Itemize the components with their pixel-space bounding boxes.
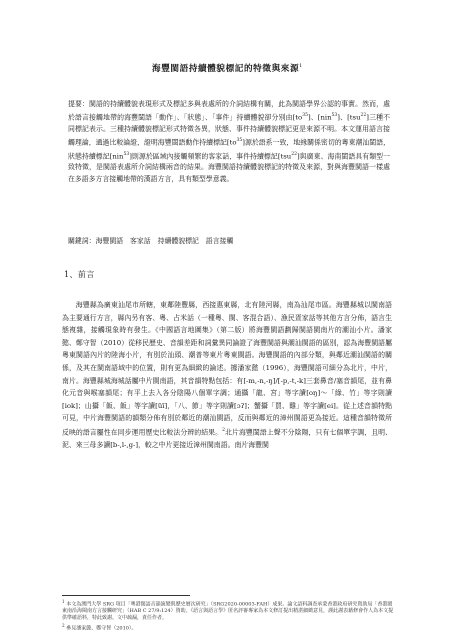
abstract-text: ]三種不同標記表示。三種持續體貌標記形式特徵各異，狀態、事件持續體貌標記更是來源不明。本文運用語言接觸理論，通過比較論證，證明海豐閩語動作持續標記[to xyxy=(68,113,390,147)
section-heading: 1、前言 xyxy=(64,270,95,279)
footnote-mark: 2 xyxy=(62,623,65,629)
abstract-text: 閩語的持續體貌表現形式及標記多與表處所的介詞結構有關，此為閩語學界公認的事實。然而，處於語言接觸地帶的海豐閩語「動作」、「狀態」、「事件」持續體貌卻分別由[to xyxy=(68,100,391,122)
footnote-reference: 2 xyxy=(222,427,225,433)
abstract-superscript: 53 xyxy=(331,113,338,119)
abstract-text: ]源於語系一致，地緣關係密切的粵東潮汕閩語，狀態持續標記[nin xyxy=(68,138,390,161)
abstract-text: ]、[tsu xyxy=(337,113,361,122)
footnote-mark: 1 xyxy=(62,599,65,604)
abstract-superscript: 22 xyxy=(291,151,297,157)
body-text-run: 北片海豐閩語上聲不分陰陽，只有七個單字調，且明、泥、來三母多讀[b-,l-,g-]，較之中片更接近漳州閩南語。南片海豐閩 xyxy=(62,428,393,449)
abstract-label: 提要： xyxy=(68,100,90,108)
body-text xyxy=(62,299,392,451)
footnotes xyxy=(62,599,394,634)
abstract-superscript: 22 xyxy=(360,113,367,119)
abstract-text: ]與廣東、海南閩語具有類型一致特徵，是閩語表處所介詞結構兩音的結果。海豐閩語持續體貌標記的特徵及來源，對與海豐閩語一樣處在多語多方言接觸地帶的漢語方言，具有類型學意義。 xyxy=(68,152,390,183)
abstract-superscript: 35 xyxy=(236,138,243,144)
body-text-run: 海豐縣為廣東汕尾市所轄，東鄰陸豐縣，西接惠東縣，北有陸河縣，南為汕尾市區。海豐縣城以閩南語為主要通行方言，縣內另有客、粵、占米話（一種粵、閩、客混合語）、漁民疍家話等其他方言分佈，語言生態複雜，接觸現象時有發生。《中國語言地圖集》（第二版）將海豐閩語劃歸閩語閩南片的潮汕小片。潘家懿、鄭守智（2010）從移民歷史、音韻差距和詞彙異同論證了海豐閩語與潮汕閩語的區別，認為海豐閩語屬粵東閩語內片的陸海小片，有別於汕頭、潮普等東片粵東閩語。海豐閩語的內部分類，與鄰近潮汕閩語的關係，及其在閩南語域中的位置，則有更為細緻的論述。據潘家懿（1996），海豐閩語可細分為北片，中片，南片。海豐縣城海城話屬中片閩南語，其音韻特點包括：有[-m,-n,-ŋ]/[-p,-t,-k]三套鼻音/塞音韻尾，並有鼻化元音與喉塞韻尾；有平上去入各分陰陽八個單字調；通攝「龍、宮」等字讀[oŋ]～「綠、竹」等字則讀[iok]；山攝「飯、飯」等字讀[ũĩ]，「八、節」等字則讀[ɔʔ]；蟹攝「買、雞」等字讀[ei]。從上述音韻特點可見，中片海豐閩語的韻類分佈有別於鄰近的潮汕閩語，反而與鄰近的漳州閩語更為接近。這種音韻特徵所反映的語言屬性在同步運用歷史比較法分辨的結果。 xyxy=(62,301,392,437)
abstract-superscript: 35 xyxy=(302,113,308,119)
keywords-text: 海豐閩語 客家話 持續體貌標記 語言接觸 xyxy=(95,237,234,245)
abstract xyxy=(68,99,390,185)
keywords xyxy=(68,236,390,247)
abstract-text: ]則源於區域內接觸頻繁的客家話，事件持續標記[tsu xyxy=(129,152,292,161)
body-paragraph xyxy=(62,299,392,451)
keywords-label: 關鍵詞： xyxy=(68,237,96,245)
footnote xyxy=(62,599,394,622)
abstract-text: ]、[nin xyxy=(307,113,332,122)
title-footnote-mark: 1 xyxy=(299,63,303,70)
page-title xyxy=(0,62,455,74)
footnote-divider xyxy=(62,595,190,596)
footnote-text: 參見潘家懿、鄭守智（2010）。 xyxy=(66,625,137,632)
abstract-superscript: 53 xyxy=(123,151,130,157)
footnote-text: 本文為澳門大學 SRG 項目「粵港閩語音韻演變與歷史層次研究」（SRG2020-00003-FAH）成果。論文語料調查承蒙香港政府研究資助局「香港閩東南沿海閩南方言接觸研究」（HAB C 27/9:124）資助。《語言與語言學》匿名評審專家為本文修訂提出精湛細緻意見，謹此謝表藉修會作人為本文提供準確語料，特此致謝。文中疏漏，責任作者。 xyxy=(62,601,394,622)
title-text: 海豐閩語持續體貌標記的特徵與來源 xyxy=(152,64,300,74)
footnote xyxy=(62,623,394,632)
